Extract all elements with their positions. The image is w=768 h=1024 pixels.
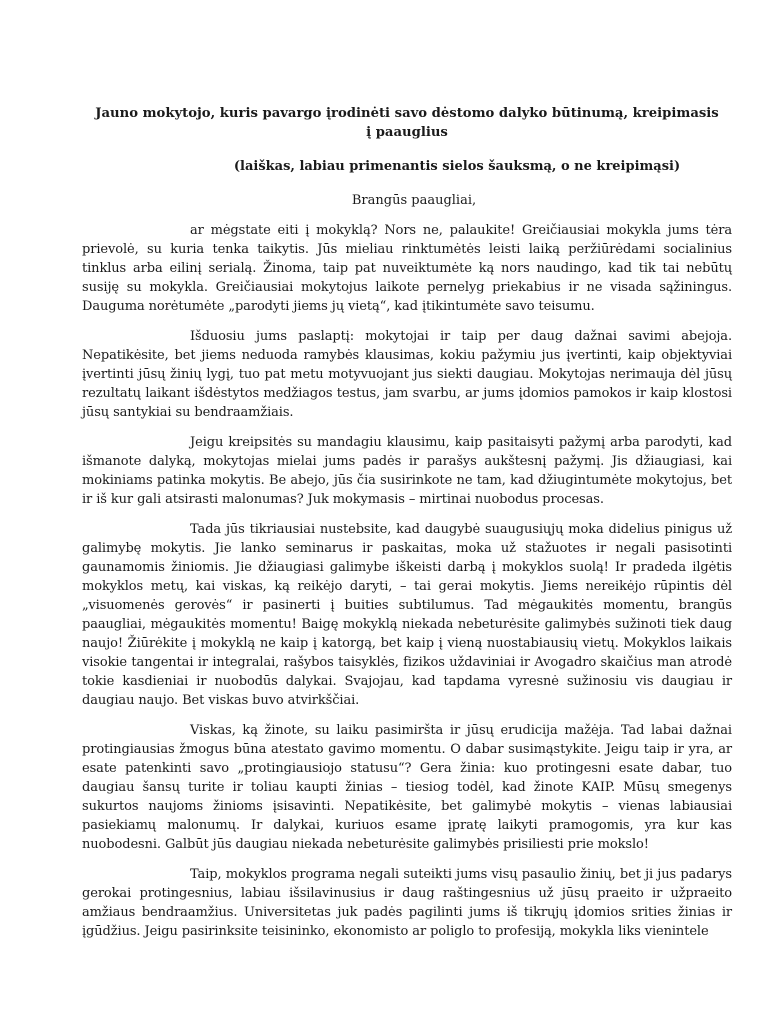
paragraph-5: Viskas, ką žinote, su laiku pasimiršta ir jūsų erudicija mažėja. Tad labai dažnai protingiausias žmogus būna atestato gavimo momentu. O dabar susimąstykite. Jeigu taip ir yra, ar esate patenkinti savo „protingiausiojo statusu“? Gera žinia: kuo protingesni esate dabar, tuo daugiau šansų turite ir toliau kaupti žinias – tiesiog todėl, kad žinote KAIP. Mūsų smegenys sukurtos naujoms žinioms įsisavinti. Nepatikėsite, bet galimybė mokytis – vienas labiausiai pasiekiamų malonumų. Ir dalykai, kuriuos esame įpratę laikyti pramogomis, yra kur kas nuobodesni. Galbūt jūs daugiau niekada nebeturėsite galimybės prisiliesti prie mokslo! [82, 723, 732, 852]
paragraph-6: Taip, mokyklos programa negali suteikti jums visų pasaulio žinių, bet ji jus padarys gerokai protingesnius, labiau išsilavinusius ir daug raštingesnius už jūsų praeito ir užpraeito amžiaus bendraamžius. Universitetas juk padės pagilinti jums iš tikrųjų įdomios srities žinias ir įgūdžius. Jeigu pasirinksite teisininko, ekonomisto ar poliglo to profesiją, mokykla liks vienintele [82, 867, 732, 939]
document-subtitle: (laiškas, labiau primenantis sielos šauksmą, o ne kreipimąsi) [233, 159, 681, 174]
paragraph-3: Jeigu kreipsitės su mandagiu klausimu, kaip pasitaisyti pažymį arba parodyti, kad išmanote dalyką, mokytojas mielai jums padės ir parašys aukštesnį pažymį. Jis džiaugiasi, kai mokiniams patinka mokytis. Be abejo, jūs čia susirinkote ne tam, kad džiugintumėte mokytojus, bet ir iš kur gali atsirasti malonumas? Juk mokymasis – mirtinai nuobodus procesas. [82, 435, 732, 507]
paragraph-1: ar mėgstate eiti į mokyklą? Nors ne, palaukite! Greičiausiai mokykla jums tėra prievolė, su kuria tenka taikytis. Jūs mieliau rinktumėtės leisti laiką peržiūrėdami socialinius tinklus arba eilinį serialą. Žinoma, taip pat nuveiktumėte ką nors naudingo, kad tik tai nebūtų susiję su mokykla. Greičiausiai mokytojus laikote pernelyg priekabius ir ne visada sąžiningus. Dauguma norėtumėte „parodyti jiems jų vietą“, kad įtikintumėte savo teisumu. [82, 223, 732, 314]
document-body [82, 104, 732, 941]
letter-greeting: Brangūs paaugliai, [351, 193, 477, 208]
paragraph-2: Išduosiu jums paslaptį: mokytojai ir taip per daug dažnai savimi abejoja. Nepatikėsite, bet jiems neduoda ramybės klausimas, kokiu pažymiu jus įvertinti, kaip objektyviai įvertinti jūsų žinių lygį, tuo pat metu motyvuojant jus siekti daugiau. Mokytojas nerimauja dėl jūsų rezultatų laikant išdėstytos medžiagos testus, jam svarbu, ar jums įdomios pamokos ir kaip klostosi jūsų santykiai su bendraamžiais. [82, 329, 732, 420]
paragraph-4: Tada jūs tikriausiai nustebsite, kad daugybė suaugusiųjų moka didelius pinigus už galimybę mokytis. Jie lanko seminarus ir paskaitas, moka už stažuotes ir negali pasisotinti gaunamomis žiniomis. Jie džiaugiasi galimybe iškeisti darbą į mokyklos suolą! Ir pradeda ilgėtis mokyklos metų, kai viskas, ką reikėjo daryti, – tai gerai mokytis. Jiems nereikėjo rūpintis dėl „visuomenės gerovės“ ir pasinerti į buities subtilumus. Tad mėgaukitės momentu, brangūs paaugliai, mėgaukitės momentu! Baigę mokyklą niekada nebeturėsite galimybės sužinoti tiek daug naujo! Žiūrėkite į mokyklą ne kaip į katorgą, bet kaip į vieną nuostabiausių vietų. Mokyklos laikais visokie tangentai ir integralai, rašybos taisyklės, fizikos uždaviniai ir Avogadro skaičius man atrodė tokie kasdieniai ir nuobodūs dalykai. Svajojau, kad tapdama vyresnė sužinosiu vis daugiau ir daugiau naujo. Bet viskas buvo atvirkščiai. [82, 522, 732, 708]
document-title: Jauno mokytojo, kuris pavargo įrodinėti savo dėstomo dalyko būtinumą, kreipimasis į paauglius [95, 106, 719, 140]
